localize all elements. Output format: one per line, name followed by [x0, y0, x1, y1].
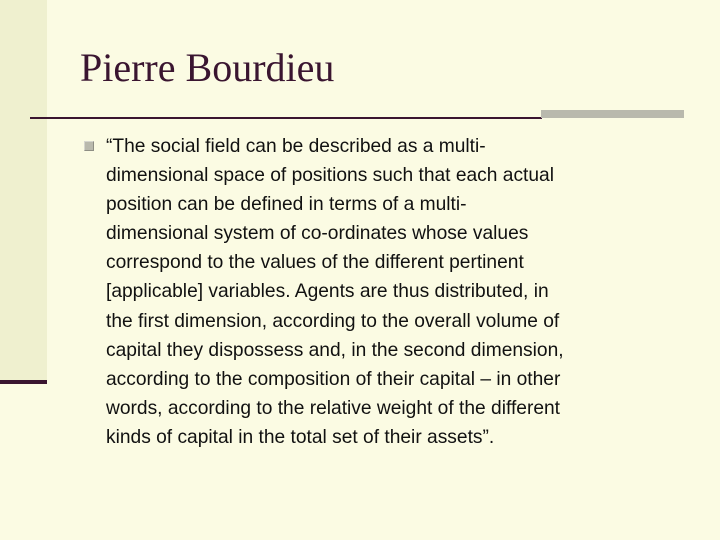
bullet-line-1: “The social field can be described as a multi-: [106, 136, 486, 157]
bullet-line-11: kinds of capital in the total set of their assets”.: [106, 426, 495, 448]
square-bullet-icon: [84, 141, 94, 151]
bullet-text: [106, 132, 686, 452]
bullet-line-10: words, according to the relative weight of the different: [106, 397, 561, 419]
bullet-line-8: capital they dispossess and, in the second dimension,: [106, 339, 564, 361]
bullet-line-2: dimensional space of positions such that each actual: [106, 165, 554, 187]
title-divider-accent: [541, 110, 684, 118]
slide-title: Pierre Bourdieu: [80, 45, 335, 90]
bullet-line-9: according to the composition of their capital – in other: [106, 368, 561, 390]
left-decorative-band: [0, 0, 47, 383]
title-divider-line: [30, 117, 542, 119]
bullet-line-6: [applicable] variables. Agents are thus distributed, in: [106, 281, 549, 303]
bullet-line-3: position can be defined in terms of a multi-: [106, 194, 467, 216]
bullet-line-5: correspond to the values of the different pertinent: [106, 252, 524, 274]
bullet-line-4: dimensional system of co-ordinates whose values: [106, 223, 529, 245]
left-band-underline: [0, 380, 47, 384]
bullet-line-7: the first dimension, according to the overall volume of: [106, 310, 560, 332]
